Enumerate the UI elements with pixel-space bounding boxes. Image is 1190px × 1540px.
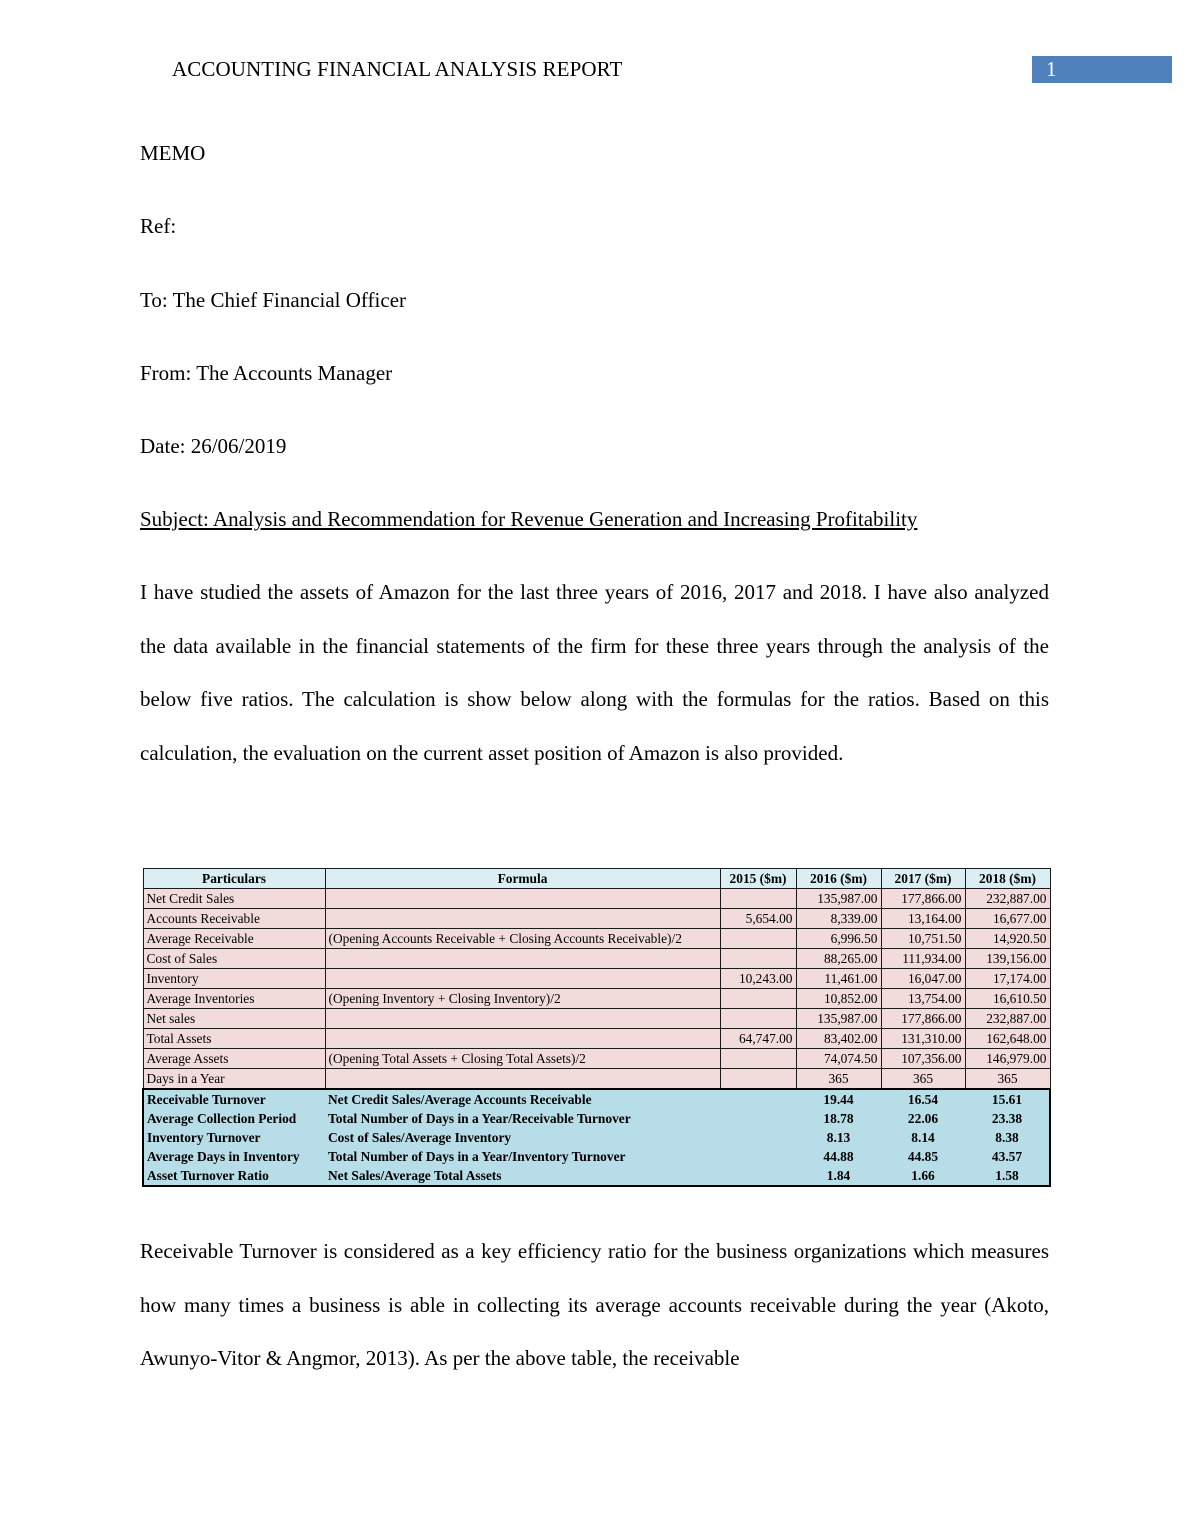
row-particular: Net sales (143, 1009, 325, 1029)
row-formula: (Opening Total Assets + Closing Total Assets)/2 (325, 1049, 720, 1069)
ratio-row (143, 1128, 1050, 1147)
cell-2017: 365 (881, 1069, 965, 1090)
table-row (143, 969, 1050, 989)
cell-2016: 10,852.00 (796, 989, 881, 1009)
cell-2017: 1.66 (881, 1166, 965, 1186)
table-row (143, 1029, 1050, 1049)
cell-2015: 10,243.00 (720, 969, 796, 989)
cell-2018: 16,677.00 (965, 909, 1050, 929)
cell-2018: 232,887.00 (965, 1009, 1050, 1029)
cell-2015 (720, 1009, 796, 1029)
cell-2015: 64,747.00 (720, 1029, 796, 1049)
memo-from: From: The Accounts Manager (140, 361, 393, 385)
header-2015: 2015 ($m) (720, 869, 796, 889)
ratio-row (143, 1166, 1050, 1186)
row-particular: Average Receivable (143, 929, 325, 949)
table-row (143, 1069, 1050, 1090)
cell-2017: 131,310.00 (881, 1029, 965, 1049)
ratio-row (143, 1089, 1050, 1109)
memo-date: Date: 26/06/2019 (140, 434, 287, 458)
cell-2017: 16.54 (881, 1089, 965, 1109)
row-formula (325, 889, 720, 909)
cell-2016: 19.44 (796, 1089, 881, 1109)
cell-2015 (720, 949, 796, 969)
cell-2016: 8,339.00 (796, 909, 881, 929)
cell-2018: 17,174.00 (965, 969, 1050, 989)
row-formula (325, 1069, 720, 1090)
cell-2017: 107,356.00 (881, 1049, 965, 1069)
cell-2018: 14,920.50 (965, 929, 1050, 949)
row-particular: Net Credit Sales (143, 889, 325, 909)
row-particular: Receivable Turnover (143, 1089, 325, 1109)
memo-subject: Subject: Analysis and Recommendation for Revenue Generation and Increasing Profitability (140, 507, 918, 531)
cell-2017: 111,934.00 (881, 949, 965, 969)
cell-2016: 135,987.00 (796, 1009, 881, 1029)
cell-2016: 1.84 (796, 1166, 881, 1186)
table-row (143, 1009, 1050, 1029)
row-particular: Cost of Sales (143, 949, 325, 969)
memo-ref: Ref: (140, 214, 177, 238)
cell-2015 (720, 1166, 796, 1186)
cell-2015 (720, 989, 796, 1009)
cell-2017: 13,754.00 (881, 989, 965, 1009)
row-formula (325, 1029, 720, 1049)
cell-2016: 18.78 (796, 1109, 881, 1128)
cell-2018: 146,979.00 (965, 1049, 1050, 1069)
cell-2015 (720, 1069, 796, 1090)
cell-2018: 1.58 (965, 1166, 1050, 1186)
row-particular: Average Assets (143, 1049, 325, 1069)
cell-2015 (720, 889, 796, 909)
cell-2017: 16,047.00 (881, 969, 965, 989)
row-formula (325, 969, 720, 989)
intro-paragraph: I have studied the assets of Amazon for the last three years of 2016, 2017 and 2018. I have also analyzed the data available in the financial statements of the firm for these three years through the analysis of the below five ratios. The calculation is show below along with the formulas for the ratios. Based on this calculation, the evaluation on the current asset position of Amazon is also provided. (140, 580, 1049, 765)
cell-2018: 23.38 (965, 1109, 1050, 1128)
cell-2017: 177,866.00 (881, 1009, 965, 1029)
row-particular: Accounts Receivable (143, 909, 325, 929)
table-row (143, 989, 1050, 1009)
running-title: ACCOUNTING FINANCIAL ANALYSIS REPORT (172, 57, 623, 81)
row-particular: Average Collection Period (143, 1109, 325, 1128)
cell-2017: 10,751.50 (881, 929, 965, 949)
cell-2017: 13,164.00 (881, 909, 965, 929)
header-2018: 2018 ($m) (965, 869, 1050, 889)
cell-2015 (720, 1089, 796, 1109)
cell-2018: 15.61 (965, 1089, 1050, 1109)
cell-2016: 83,402.00 (796, 1029, 881, 1049)
cell-2015 (720, 1128, 796, 1147)
table-row (143, 1049, 1050, 1069)
cell-2016: 135,987.00 (796, 889, 881, 909)
cell-2018: 43.57 (965, 1147, 1050, 1166)
cell-2015 (720, 1109, 796, 1128)
row-particular: Asset Turnover Ratio (143, 1166, 325, 1186)
row-formula: Total Number of Days in a Year/Inventory Turnover (325, 1147, 720, 1166)
ratio-row (143, 1147, 1050, 1166)
cell-2017: 44.85 (881, 1147, 965, 1166)
ratio-row (143, 1109, 1050, 1128)
row-formula: Total Number of Days in a Year/Receivable Turnover (325, 1109, 720, 1128)
cell-2016: 74,074.50 (796, 1049, 881, 1069)
memo-to: To: The Chief Financial Officer (140, 288, 407, 312)
cell-2015 (720, 929, 796, 949)
cell-2017: 177,866.00 (881, 889, 965, 909)
cell-2018: 16,610.50 (965, 989, 1050, 1009)
page-number-box: 1 (1032, 56, 1172, 83)
cell-2015: 5,654.00 (720, 909, 796, 929)
cell-2015 (720, 1147, 796, 1166)
table-row (143, 909, 1050, 929)
cell-2016: 6,996.50 (796, 929, 881, 949)
cell-2018: 232,887.00 (965, 889, 1050, 909)
closing-paragraph: Receivable Turnover is considered as a key efficiency ratio for the business organizations which measures how many times a business is able in collecting its average accounts receivable during the year (Akoto, Awunyo-Vitor & Angmor, 2013). As per the above table, the receivable (140, 1239, 1049, 1371)
header-particulars: Particulars (143, 869, 325, 889)
table-header-row (143, 869, 1050, 889)
cell-2016: 11,461.00 (796, 969, 881, 989)
row-formula: (Opening Accounts Receivable + Closing Accounts Receivable)/2 (325, 929, 720, 949)
header-2017: 2017 ($m) (881, 869, 965, 889)
table-row (143, 949, 1050, 969)
row-particular: Days in a Year (143, 1069, 325, 1090)
cell-2017: 8.14 (881, 1128, 965, 1147)
cell-2016: 8.13 (796, 1128, 881, 1147)
cell-2015 (720, 1049, 796, 1069)
row-formula: Net Sales/Average Total Assets (325, 1166, 720, 1186)
header-2016: 2016 ($m) (796, 869, 881, 889)
row-particular: Average Inventories (143, 989, 325, 1009)
table-row (143, 929, 1050, 949)
row-formula: (Opening Inventory + Closing Inventory)/2 (325, 989, 720, 1009)
cell-2016: 365 (796, 1069, 881, 1090)
cell-2018: 365 (965, 1069, 1050, 1090)
row-formula: Cost of Sales/Average Inventory (325, 1128, 720, 1147)
row-particular: Inventory Turnover (143, 1128, 325, 1147)
cell-2017: 22.06 (881, 1109, 965, 1128)
row-formula: Net Credit Sales/Average Accounts Receivable (325, 1089, 720, 1109)
row-formula (325, 1009, 720, 1029)
row-particular: Total Assets (143, 1029, 325, 1049)
row-particular: Average Days in Inventory (143, 1147, 325, 1166)
table-row (143, 889, 1050, 909)
cell-2018: 8.38 (965, 1128, 1050, 1147)
row-formula (325, 909, 720, 929)
cell-2016: 88,265.00 (796, 949, 881, 969)
financial-ratio-table (142, 868, 1051, 1187)
row-formula (325, 949, 720, 969)
cell-2018: 162,648.00 (965, 1029, 1050, 1049)
header-formula: Formula (325, 869, 720, 889)
row-particular: Inventory (143, 969, 325, 989)
memo-heading: MEMO (140, 141, 206, 165)
cell-2018: 139,156.00 (965, 949, 1050, 969)
cell-2016: 44.88 (796, 1147, 881, 1166)
